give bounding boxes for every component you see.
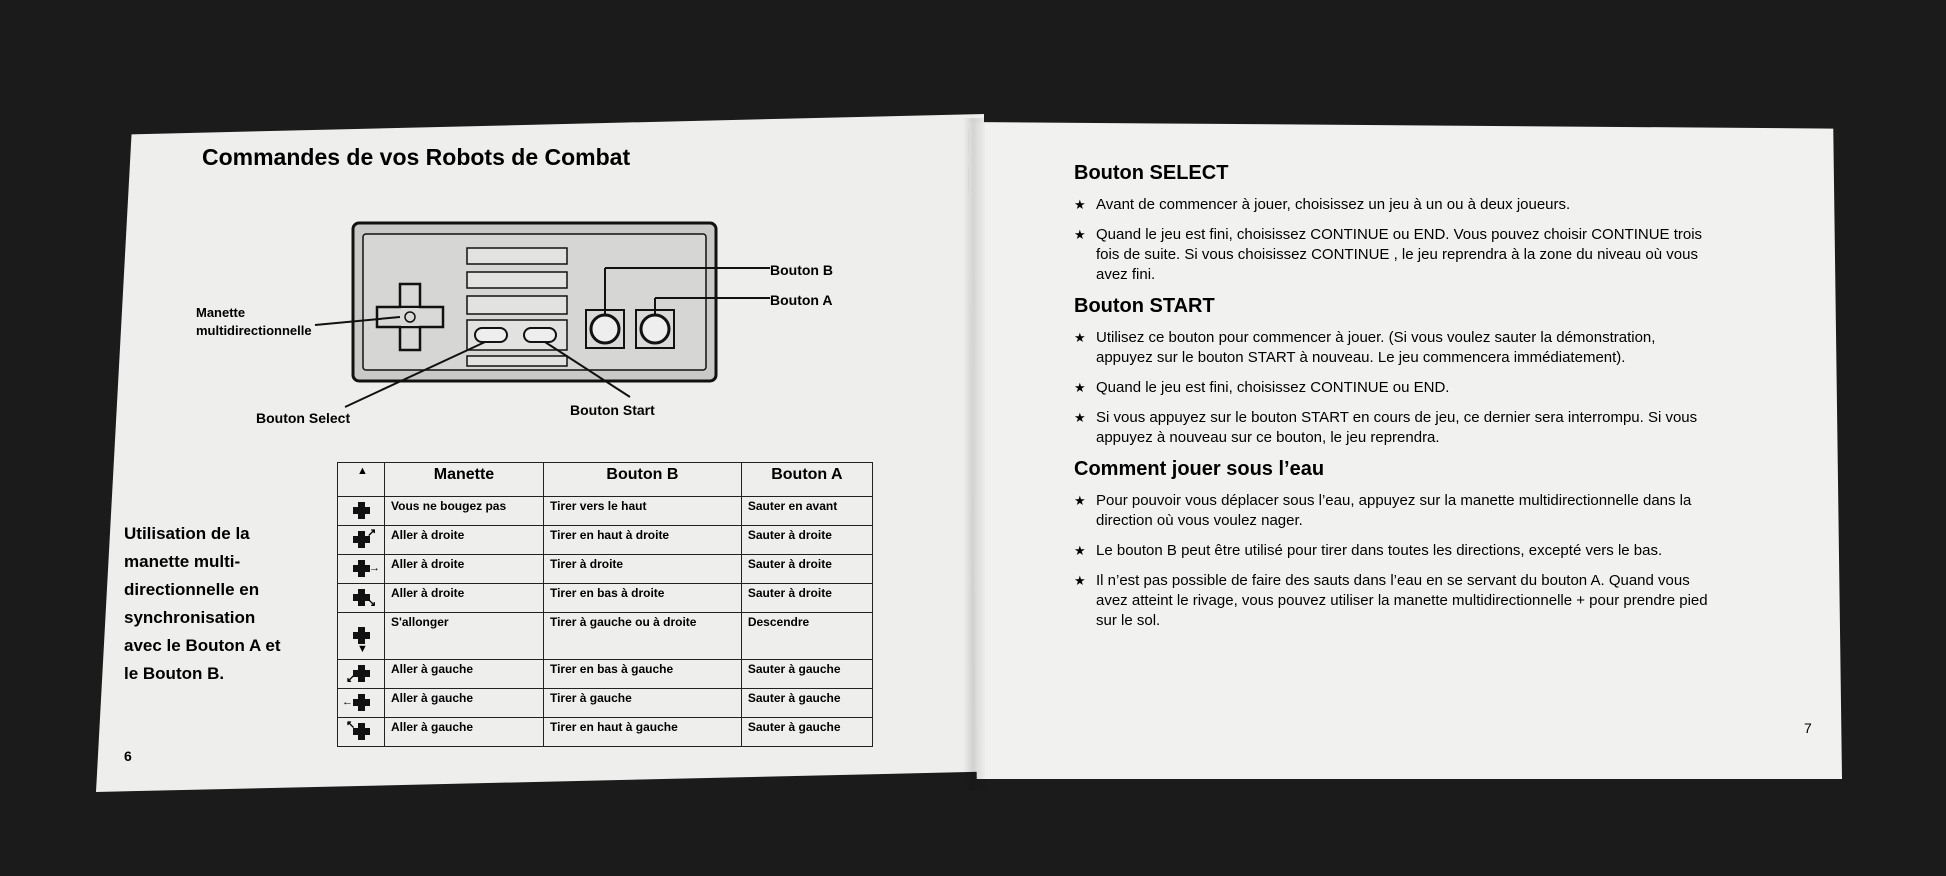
label-bouton-start: Bouton Start [570,402,655,418]
label-bouton-select: Bouton Select [256,410,351,426]
cell-bouton-a: Sauter à gauche [741,660,872,689]
section-list-underwater [1074,491,1714,631]
cell-manette: Aller à gauche [385,660,544,689]
page-number-right: 7 [1804,720,1812,736]
star-bullet-icon: ★ [1074,543,1086,558]
table-row [338,584,873,613]
star-bullet-icon: ★ [1074,493,1086,508]
header-dir-cell [338,463,385,497]
start-button-shape [524,328,556,342]
cell-bouton-b: Tirer en haut à gauche [543,718,741,747]
table-row [338,660,873,689]
dpad-up-icon [338,497,385,526]
section-heading-start: Bouton START [1074,295,1215,317]
dpad-left-icon: ← [338,689,385,718]
list-item: ★ Pour pouvoir vous déplacer sous l’eau, appuyez sur la manette multidirectionnelle dans la direction où vous voulez nager. [1074,492,1692,529]
arrow-up-icon: ▲ [357,465,368,477]
header-manette: Manette [385,463,544,497]
star-bullet-icon: ★ [1074,227,1086,242]
table-row [338,613,873,660]
cell-bouton-a: Sauter à gauche [741,718,872,747]
table-row [338,526,873,555]
cell-bouton-b: Tirer à droite [543,555,741,584]
select-button-shape [475,328,507,342]
cell-manette: Vous ne bougez pas [385,497,544,526]
page-title: Commandes de vos Robots de Combat [202,144,631,170]
table-row [338,497,873,526]
cell-bouton-a: Sauter en avant [741,497,872,526]
star-bullet-icon: ★ [1074,573,1086,588]
side-note: Utilisation de la manette multi-directionnelle en synchronisation avec le Bouton A et le Bouton B. [124,524,281,683]
dpad-down-icon: ▼ [338,613,385,660]
a-button-shape [641,315,669,343]
table-row [338,718,873,747]
b-button-shape [591,315,619,343]
list-item: ★ Quand le jeu est fini, choisissez CONTINUE ou END. Vous pouvez choisir CONTINUE trois fois de suite. Si vous choisissez CONTINUE , le jeu reprendra à la zone du niveau où vous avez fini. [1074,226,1703,283]
controls-table [337,462,873,747]
label-bouton-b: Bouton B [770,262,833,278]
cell-bouton-a: Sauter à droite [741,584,872,613]
cell-manette: S'allonger [385,613,544,660]
cell-manette: Aller à droite [385,584,544,613]
cell-bouton-b: Tirer à gauche ou à droite [543,613,741,660]
cell-bouton-b: Tirer en haut à droite [543,526,741,555]
dpad-up-left-icon: ↖ [338,718,385,747]
dpad-right-icon: → [338,555,385,584]
star-bullet-icon: ★ [1074,197,1086,212]
dpad-up-right-icon: ↗ [338,526,385,555]
section-heading-select: Bouton SELECT [1074,162,1229,184]
section-list-select [1074,195,1714,285]
cell-bouton-a: Sauter à droite [741,555,872,584]
dpad-down-left-icon: ↙ [338,660,385,689]
list-item: ★ Quand le jeu est fini, choisissez CONTINUE ou END. [1074,379,1450,396]
star-bullet-icon: ★ [1074,330,1086,345]
right-page-content [1074,162,1714,641]
section-list-start [1074,328,1714,448]
list-item: ★ Avant de commencer à jouer, choisissez un jeu à un ou à deux joueurs. [1074,196,1571,213]
list-item: ★ Utilisez ce bouton pour commencer à jouer. (Si vous voulez sauter la démonstration, appuyez sur le bouton START à nouveau. Le jeu commencera immédiatement). [1074,329,1656,366]
cell-manette: Aller à droite [385,555,544,584]
list-item: ★ Si vous appuyez sur le bouton START en cours de jeu, ce dernier sera interrompu. Si vous appuyez à nouveau sur ce bouton, le jeu reprendra. [1074,409,1698,446]
label-manette: Manette multidirectionnelle [196,305,312,338]
header-bouton-a: Bouton A [741,463,872,497]
cell-manette: Aller à gauche [385,689,544,718]
cell-bouton-b: Tirer à gauche [543,689,741,718]
star-bullet-icon: ★ [1074,410,1086,425]
book-spine-fold [963,118,985,790]
label-bouton-a: Bouton A [770,292,833,308]
list-item: ★ Le bouton B peut être utilisé pour tirer dans toutes les directions, excepté vers le bas. [1074,542,1663,559]
page-number-left: 6 [124,748,132,764]
cell-bouton-b: Tirer en bas à gauche [543,660,741,689]
header-bouton-b: Bouton B [543,463,741,497]
dpad-down-right-icon: ↘ [338,584,385,613]
star-bullet-icon: ★ [1074,380,1086,395]
cell-bouton-a: Sauter à droite [741,526,872,555]
cell-bouton-b: Tirer en bas à droite [543,584,741,613]
cell-manette: Aller à gauche [385,718,544,747]
table-row [338,555,873,584]
cell-bouton-a: Sauter à gauche [741,689,872,718]
cell-bouton-b: Tirer vers le haut [543,497,741,526]
cell-bouton-a: Descendre [741,613,872,660]
table-row [338,689,873,718]
table-header-row [338,463,873,497]
cell-manette: Aller à droite [385,526,544,555]
list-item: ★ Il n’est pas possible de faire des sauts dans l’eau en se servant du bouton A. Quand vous avez atteint le rivage, vous pouvez utiliser la manette multidirectionnelle + pour prendre pied sur le sol. [1074,572,1708,629]
section-heading-underwater: Comment jouer sous l’eau [1074,458,1325,480]
